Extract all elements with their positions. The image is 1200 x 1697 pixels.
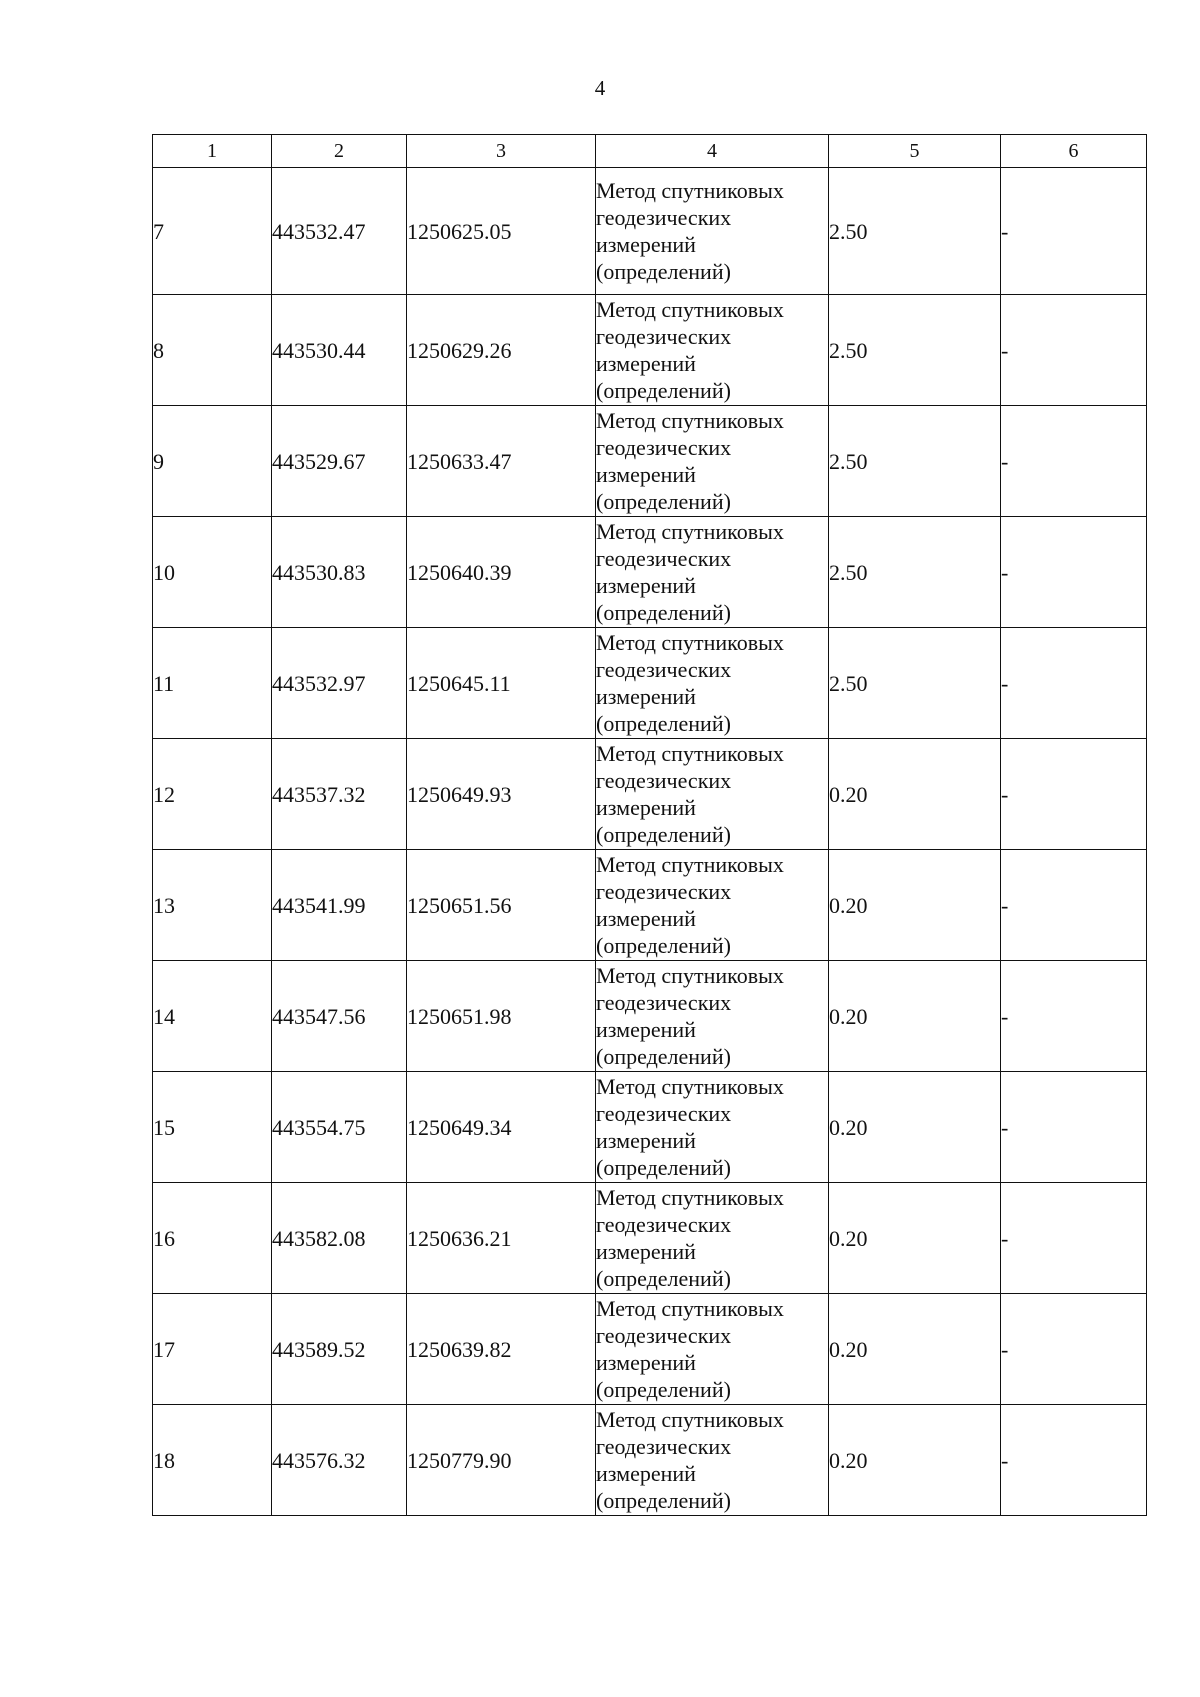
method-line: геодезических (596, 990, 732, 1015)
method-line: геодезических (596, 768, 732, 793)
table-row (153, 168, 1147, 295)
method-cell (596, 1183, 829, 1294)
note-cell: - (1001, 1405, 1147, 1516)
method-line: измерений (596, 462, 696, 487)
method-cell (596, 168, 829, 295)
note-cell: - (1001, 961, 1147, 1072)
x-coordinate-cell: 443589.52 (272, 1294, 407, 1405)
y-coordinate-cell: 1250640.39 (407, 517, 596, 628)
method-cell (596, 1294, 829, 1405)
method-cell (596, 850, 829, 961)
precision-cell: 0.20 (829, 961, 1001, 1072)
precision-cell: 0.20 (829, 850, 1001, 961)
method-line: (определений) (596, 1044, 731, 1069)
method-line: Метод спутниковых (596, 1296, 784, 1321)
y-coordinate-cell: 1250651.56 (407, 850, 596, 961)
point-number-cell: 9 (153, 406, 272, 517)
y-coordinate-cell: 1250629.26 (407, 295, 596, 406)
method-cell (596, 961, 829, 1072)
method-line: Метод спутниковых (596, 963, 784, 988)
header-row (153, 135, 1147, 168)
column-header-4: 4 (596, 135, 829, 168)
column-header-1: 1 (153, 135, 272, 168)
method-cell (596, 739, 829, 850)
note-cell: - (1001, 850, 1147, 961)
method-line: измерений (596, 1017, 696, 1042)
x-coordinate-cell: 443554.75 (272, 1072, 407, 1183)
method-line: геодезических (596, 546, 732, 571)
table-row (153, 517, 1147, 628)
y-coordinate-cell: 1250649.34 (407, 1072, 596, 1183)
method-line: Метод спутниковых (596, 178, 784, 203)
method-line: измерений (596, 1128, 696, 1153)
method-cell (596, 517, 829, 628)
column-header-5: 5 (829, 135, 1001, 168)
method-line: геодезических (596, 205, 732, 230)
x-coordinate-cell: 443576.32 (272, 1405, 407, 1516)
note-cell: - (1001, 517, 1147, 628)
y-coordinate-cell: 1250633.47 (407, 406, 596, 517)
table-row (153, 961, 1147, 1072)
method-line: измерений (596, 1350, 696, 1375)
y-coordinate-cell: 1250779.90 (407, 1405, 596, 1516)
point-number-cell: 10 (153, 517, 272, 628)
column-header-6: 6 (1001, 135, 1147, 168)
y-coordinate-cell: 1250636.21 (407, 1183, 596, 1294)
method-line: измерений (596, 906, 696, 931)
table-row (153, 295, 1147, 406)
y-coordinate-cell: 1250625.05 (407, 168, 596, 295)
table-header (153, 135, 1147, 168)
table-row (153, 1183, 1147, 1294)
precision-cell: 2.50 (829, 628, 1001, 739)
precision-cell: 0.20 (829, 1405, 1001, 1516)
column-header-3: 3 (407, 135, 596, 168)
method-line: (определений) (596, 822, 731, 847)
method-line: геодезических (596, 1101, 732, 1126)
method-line: Метод спутниковых (596, 408, 784, 433)
precision-cell: 2.50 (829, 406, 1001, 517)
precision-cell: 0.20 (829, 1072, 1001, 1183)
precision-cell: 0.20 (829, 1183, 1001, 1294)
point-number-cell: 12 (153, 739, 272, 850)
table-row (153, 1405, 1147, 1516)
point-number-cell: 17 (153, 1294, 272, 1405)
table-row (153, 739, 1147, 850)
table-row (153, 628, 1147, 739)
precision-cell: 0.20 (829, 1294, 1001, 1405)
y-coordinate-cell: 1250649.93 (407, 739, 596, 850)
method-line: (определений) (596, 489, 731, 514)
method-line: (определений) (596, 1266, 731, 1291)
page-number: 4 (594, 76, 606, 100)
method-line: измерений (596, 1239, 696, 1264)
method-line: измерений (596, 684, 696, 709)
coordinates-table (152, 134, 1147, 1516)
point-number-cell: 7 (153, 168, 272, 295)
table-body (153, 168, 1147, 1516)
y-coordinate-cell: 1250645.11 (407, 628, 596, 739)
table-row (153, 406, 1147, 517)
x-coordinate-cell: 443537.32 (272, 739, 407, 850)
table-row (153, 1072, 1147, 1183)
point-number-cell: 13 (153, 850, 272, 961)
x-coordinate-cell: 443532.97 (272, 628, 407, 739)
precision-cell: 2.50 (829, 168, 1001, 295)
method-line: (определений) (596, 1488, 731, 1513)
method-line: геодезических (596, 324, 732, 349)
method-line: измерений (596, 795, 696, 820)
method-line: Метод спутниковых (596, 630, 784, 655)
method-line: геодезических (596, 1212, 732, 1237)
method-line: Метод спутниковых (596, 519, 784, 544)
x-coordinate-cell: 443532.47 (272, 168, 407, 295)
method-line: геодезических (596, 657, 732, 682)
method-line: (определений) (596, 933, 731, 958)
method-line: Метод спутниковых (596, 741, 784, 766)
note-cell: - (1001, 1294, 1147, 1405)
method-line: геодезических (596, 1434, 732, 1459)
x-coordinate-cell: 443530.44 (272, 295, 407, 406)
method-line: (определений) (596, 378, 731, 403)
method-cell (596, 295, 829, 406)
method-line: (определений) (596, 600, 731, 625)
table-row (153, 1294, 1147, 1405)
method-line: Метод спутниковых (596, 1407, 784, 1432)
point-number-cell: 16 (153, 1183, 272, 1294)
note-cell: - (1001, 168, 1147, 295)
x-coordinate-cell: 443541.99 (272, 850, 407, 961)
method-cell (596, 1072, 829, 1183)
method-line: Метод спутниковых (596, 1074, 784, 1099)
point-number-cell: 8 (153, 295, 272, 406)
method-line: измерений (596, 573, 696, 598)
note-cell: - (1001, 1072, 1147, 1183)
method-line: измерений (596, 1461, 696, 1486)
method-cell (596, 628, 829, 739)
precision-cell: 2.50 (829, 517, 1001, 628)
method-line: (определений) (596, 1377, 731, 1402)
point-number-cell: 15 (153, 1072, 272, 1183)
x-coordinate-cell: 443547.56 (272, 961, 407, 1072)
point-number-cell: 11 (153, 628, 272, 739)
note-cell: - (1001, 739, 1147, 850)
point-number-cell: 18 (153, 1405, 272, 1516)
method-line: (определений) (596, 1155, 731, 1180)
note-cell: - (1001, 1183, 1147, 1294)
table-row (153, 850, 1147, 961)
method-line: геодезических (596, 435, 732, 460)
x-coordinate-cell: 443582.08 (272, 1183, 407, 1294)
note-cell: - (1001, 628, 1147, 739)
precision-cell: 2.50 (829, 295, 1001, 406)
method-line: измерений (596, 232, 696, 257)
method-line: геодезических (596, 1323, 732, 1348)
column-header-2: 2 (272, 135, 407, 168)
y-coordinate-cell: 1250651.98 (407, 961, 596, 1072)
y-coordinate-cell: 1250639.82 (407, 1294, 596, 1405)
note-cell: - (1001, 406, 1147, 517)
method-line: (определений) (596, 711, 731, 736)
method-line: Метод спутниковых (596, 297, 784, 322)
method-cell (596, 1405, 829, 1516)
precision-cell: 0.20 (829, 739, 1001, 850)
method-line: Метод спутниковых (596, 1185, 784, 1210)
point-number-cell: 14 (153, 961, 272, 1072)
x-coordinate-cell: 443530.83 (272, 517, 407, 628)
method-line: (определений) (596, 259, 731, 284)
method-cell (596, 406, 829, 517)
method-line: измерений (596, 351, 696, 376)
method-line: Метод спутниковых (596, 852, 784, 877)
note-cell: - (1001, 295, 1147, 406)
x-coordinate-cell: 443529.67 (272, 406, 407, 517)
method-line: геодезических (596, 879, 732, 904)
